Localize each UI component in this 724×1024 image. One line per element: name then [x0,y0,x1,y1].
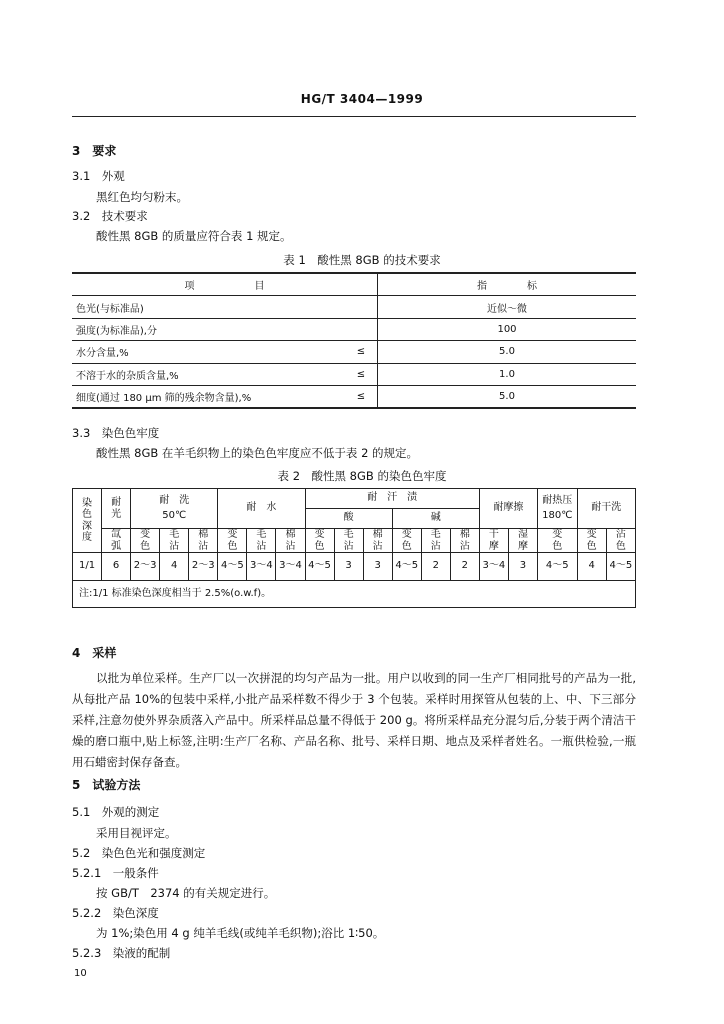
label-char: 沾 [372,540,383,552]
table-2-sub-light [102,529,131,553]
label-char: 深 [82,520,93,532]
table-1-value: 近似～微 [378,296,637,318]
table-row [72,385,636,408]
hotpress-label: 耐热压 [542,495,573,506]
section-4-text: 以批为单位采样。生产厂以一次拼混的均匀产品为一批。用户以收到的同一生产厂相同批号的产品为一批,从每批产品 10%的包装中采样,小批产品采样数不得少于 3 个包装。采样时用探管从包装的上、中、下三部分采样,注意勿使外界杂质落入产品中。所采样品总量不得低于 200 g。将所采样品充分混匀后,分装于两个清洁干燥的磨口瓶中,贴上标签,注明:生产厂名称、产品名称、批号、采样日期、地点及采样者姓名。一瓶供检验,一瓶用石蜡密封保存备查。 [72,671,636,769]
table-1-header-row [72,273,636,296]
table-1-head-item: 项 目 [72,273,378,296]
label-char: 沾 [459,540,470,552]
table-2-sub-change [305,529,334,553]
label-char: 变 [314,529,325,540]
label-char: 棉 [285,529,296,540]
value-water-cotton: 3～4 [276,553,305,581]
section-5-2-1-heading: 5.2.1 一般条件 [72,866,159,880]
label-char: 毛 [169,529,180,540]
table-2-sub-wool [421,529,450,553]
section-5-2-2-heading: 5.2.2 染色深度 [72,906,159,920]
section-3-1-heading: 3.1 外观 [72,169,125,183]
table-1 [72,272,636,409]
table-2-header-row-1 [73,489,636,509]
section-3-2-text: 酸性黑 8GB 的质量应符合表 1 规定。 [96,229,292,243]
label-char: 沾 [285,540,296,552]
wash-temp: 50℃ [162,509,187,521]
label-char: 摩 [517,540,528,552]
value-wash-cotton: 2～3 [189,553,218,581]
page-header: HG/T 3404—1999 [300,92,424,106]
label-char: 色 [552,540,563,552]
table-2-sub-wool [247,529,276,553]
label-char: 棉 [459,529,470,540]
value-acid-wool: 3 [334,553,363,581]
table-1-head-index: 指 标 [378,273,637,296]
table-2-sub-stain [606,529,635,553]
table-row [73,553,636,581]
section-5-2-1-text: 按 GB/T 2374 的有关规定进行。 [96,886,276,900]
table-1-item: 强度(为标准品),分 [72,318,345,340]
table-2-sub-cotton [363,529,392,553]
value-water-wool: 3～4 [247,553,276,581]
label-char: 色 [586,540,597,552]
label-char: 色 [82,509,93,520]
value-alk-wool: 2 [421,553,450,581]
table-1-item: 细度(通过 180 μm 筛的残余物含量),% [72,385,345,408]
table-1-item: 不溶于水的杂质含量,% [72,363,345,385]
table-2-sub-cotton [276,529,305,553]
table-1-value: 1.0 [378,363,637,385]
page-number: 10 [74,968,87,979]
section-5-2-3-heading: 5.2.3 染液的配制 [72,946,171,960]
value-acid-change: 4～5 [305,553,334,581]
label-char: 耐 [111,497,122,508]
section-3-heading: 3 要求 [72,144,117,158]
value-alk-cotton: 2 [450,553,479,581]
table-1-value: 5.0 [378,385,637,408]
section-5-1-heading: 5.1 外观的测定 [72,805,160,819]
table-2-sub-cotton [450,529,479,553]
label-char: 毛 [343,529,354,540]
value-dc-stain: 4～5 [606,553,635,581]
label-char: 干 [488,529,499,540]
label-char: 毛 [430,529,441,540]
section-3-3-text: 酸性黑 8GB 在羊毛织物上的染色色牢度应不低于表 2 的规定。 [96,446,419,460]
table-2-sub-change [577,529,606,553]
table-1-caption: 表 1 酸性黑 8GB 的技术要求 [283,253,441,267]
section-3-2-heading: 3.2 技术要求 [72,209,148,223]
value-wash-change: 2～3 [131,553,160,581]
value-light: 6 [102,553,131,581]
label-char: 毛 [256,529,267,540]
label-char: 棉 [372,529,383,540]
section-5-2-2-text: 为 1%;染色用 4 g 纯羊毛线(或纯羊毛织物);浴比 1∶50。 [96,926,385,940]
table-2-note: 注:1/1 标准染色深度相当于 2.5%(o.w.f)。 [73,581,636,608]
section-3-3-heading: 3.3 染色色牢度 [72,426,160,440]
label-char: 变 [401,529,412,540]
table-2-sub-dry [479,529,508,553]
label-char: 沾 [198,540,209,552]
label-char: 色 [401,540,412,552]
table-2-note-row [73,581,636,608]
table-2-sub-change [392,529,421,553]
section-5-2-heading: 5.2 染色色光和强度测定 [72,846,206,860]
table-2 [72,488,636,608]
table-2-head-wash [131,489,218,529]
label-char: 沾 [343,540,354,552]
label-char: 沾 [169,540,180,552]
table-2-header-row-3 [73,529,636,553]
table-row [72,318,636,340]
hotpress-temp: 180℃ [542,509,573,521]
table-row [72,341,636,363]
value-acid-cotton: 3 [363,553,392,581]
value-rub-wet: 3 [508,553,537,581]
table-row [72,363,636,385]
table-2-head-water: 耐 水 [218,489,305,529]
label-char: 弧 [111,540,122,552]
table-2-sub-wool [334,529,363,553]
value-dc-change: 4 [577,553,606,581]
value-water-change: 4～5 [218,553,247,581]
label-char: 变 [140,529,151,540]
table-2-head-light [102,489,131,529]
label-char: 沾 [430,540,441,552]
table-2-sub-change [538,529,578,553]
label-char: 光 [111,508,122,520]
value-rub-dry: 3～4 [479,553,508,581]
label-char: 湿 [517,529,528,540]
table-1-item: 色光(与标准品) [72,296,345,318]
table-1-symbol: ≤ [345,341,378,363]
table-1-value: 5.0 [378,341,637,363]
table-1-symbol [345,296,378,318]
label-char: 变 [552,529,563,540]
label-char: 变 [586,529,597,540]
label-char: 沾 [256,540,267,552]
table-2-head-depth [73,489,102,553]
label-char: 度 [82,532,93,543]
table-2-sub-change [218,529,247,553]
label-char: 色 [140,540,151,552]
label-char: 摩 [488,540,499,552]
table-2-head-acid: 酸 [305,509,392,529]
label-char: 棉 [198,529,209,540]
table-1-value: 100 [378,318,637,340]
label-char: 色 [314,540,325,552]
header-rule [72,116,636,117]
table-2-sub-wool [160,529,189,553]
table-1-symbol: ≤ [345,363,378,385]
table-2-caption: 表 2 酸性黑 8GB 的染色色牢度 [277,469,447,483]
table-2-sub-wet [508,529,537,553]
label-char: 沾 [615,529,626,540]
table-2-head-drywash: 耐干洗 [577,489,635,529]
value-alk-change: 4～5 [392,553,421,581]
table-1-symbol: ≤ [345,385,378,408]
label-char: 氙 [111,529,122,540]
wash-label: 耐 洗 [159,495,190,506]
label-char: 色 [227,540,238,552]
table-2-head-hotpress [538,489,578,529]
table-2-sub-cotton [189,529,218,553]
table-2-sub-change [131,529,160,553]
value-hot-change: 4～5 [538,553,578,581]
label-char: 色 [615,540,626,552]
table-1-symbol [345,318,378,340]
table-2-head-rub: 耐摩擦 [479,489,537,529]
section-4-heading: 4 采样 [72,646,117,660]
table-2-head-sweat: 耐 汗 渍 [305,489,479,509]
table-1-item: 水分含量,% [72,341,345,363]
table-row [72,296,636,318]
table-2-head-alkali: 碱 [392,509,479,529]
section-5-1-text: 采用目视评定。 [96,826,177,840]
value-depth: 1/1 [73,553,102,581]
value-wash-wool: 4 [160,553,189,581]
section-5-heading: 5 试验方法 [72,778,141,792]
label-char: 染 [82,497,93,509]
label-char: 变 [227,529,238,540]
section-3-1-text: 黑红色均匀粉末。 [96,190,188,204]
